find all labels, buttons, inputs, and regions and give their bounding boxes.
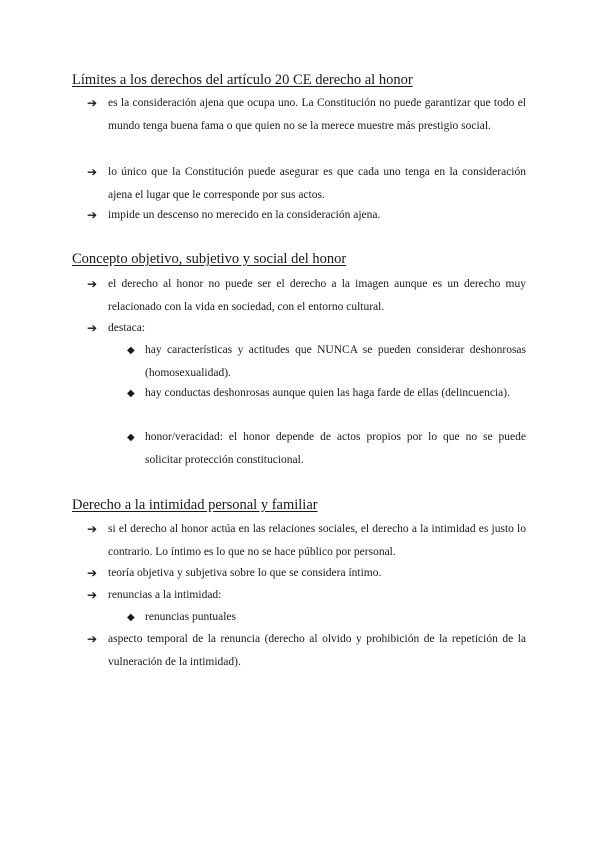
list-item: ➔ aspecto temporal de la renuncia (derecho al olvido y prohibición de la repetición de la vulneración de la intimidad). <box>108 628 526 674</box>
arrow-bullet-icon: ➔ <box>87 321 98 335</box>
sub-list-item: ◆ renuncias puntuales <box>145 606 526 629</box>
arrow-bullet-icon: ➔ <box>87 165 98 179</box>
list-item: ➔ renuncias a la intimidad: <box>108 584 526 607</box>
list-item: ➔ teoría objetiva y subjetiva sobre lo que se considera íntimo. <box>108 562 526 585</box>
arrow-bullet-icon: ➔ <box>87 522 98 536</box>
arrow-bullet-icon: ➔ <box>87 277 98 291</box>
section-heading-concepto: Concepto objetivo, subjetivo y social del honor <box>72 251 347 267</box>
sub-list-item: ◆ honor/veracidad: el honor depende de actos propios por lo que no se puede solicitar protección constitucional. <box>145 426 526 472</box>
list-item: ➔ destaca: <box>108 317 526 340</box>
arrow-bullet-icon: ➔ <box>87 96 98 110</box>
section-heading-limites: Límites a los derechos del artículo 20 CE derecho al honor <box>72 72 413 88</box>
list-item: ➔ lo único que la Constitución puede asegurar es que cada uno tenga en la consideración ajena el lugar que le corresponde por sus actos. <box>108 161 526 207</box>
arrow-bullet-icon: ➔ <box>87 588 98 602</box>
diamond-bullet-icon: ◆ <box>127 388 135 399</box>
diamond-bullet-icon: ◆ <box>127 612 135 623</box>
sub-list-item: ◆ hay conductas deshonrosas aunque quien las haga farde de ellas (delincuencia). <box>145 382 526 405</box>
arrow-bullet-icon: ➔ <box>87 632 98 646</box>
diamond-bullet-icon: ◆ <box>127 345 135 356</box>
list-item: ➔ si el derecho al honor actúa en las relaciones sociales, el derecho a la intimidad es justo lo contrario. Lo íntimo es lo que no se hace público por personal. <box>108 518 526 564</box>
arrow-bullet-icon: ➔ <box>87 566 98 580</box>
diamond-bullet-icon: ◆ <box>127 432 135 443</box>
list-item: ➔ impide un descenso no merecido en la consideración ajena. <box>108 204 526 227</box>
section-heading-intimidad: Derecho a la intimidad personal y familiar <box>72 497 318 513</box>
list-item: ➔ el derecho al honor no puede ser el derecho a la imagen aunque es un derecho muy relacionado con la vida en sociedad, con el entorno cultural. <box>108 273 526 319</box>
sub-list-item: ◆ hay características y actitudes que NUNCA se pueden considerar deshonrosas (homosexualidad). <box>145 339 526 385</box>
list-item: ➔ es la consideración ajena que ocupa uno. La Constitución no puede garantizar que todo el mundo tenga buena fama o que quien no se la merece muestre más prestigio social. <box>108 92 526 138</box>
arrow-bullet-icon: ➔ <box>87 208 98 222</box>
